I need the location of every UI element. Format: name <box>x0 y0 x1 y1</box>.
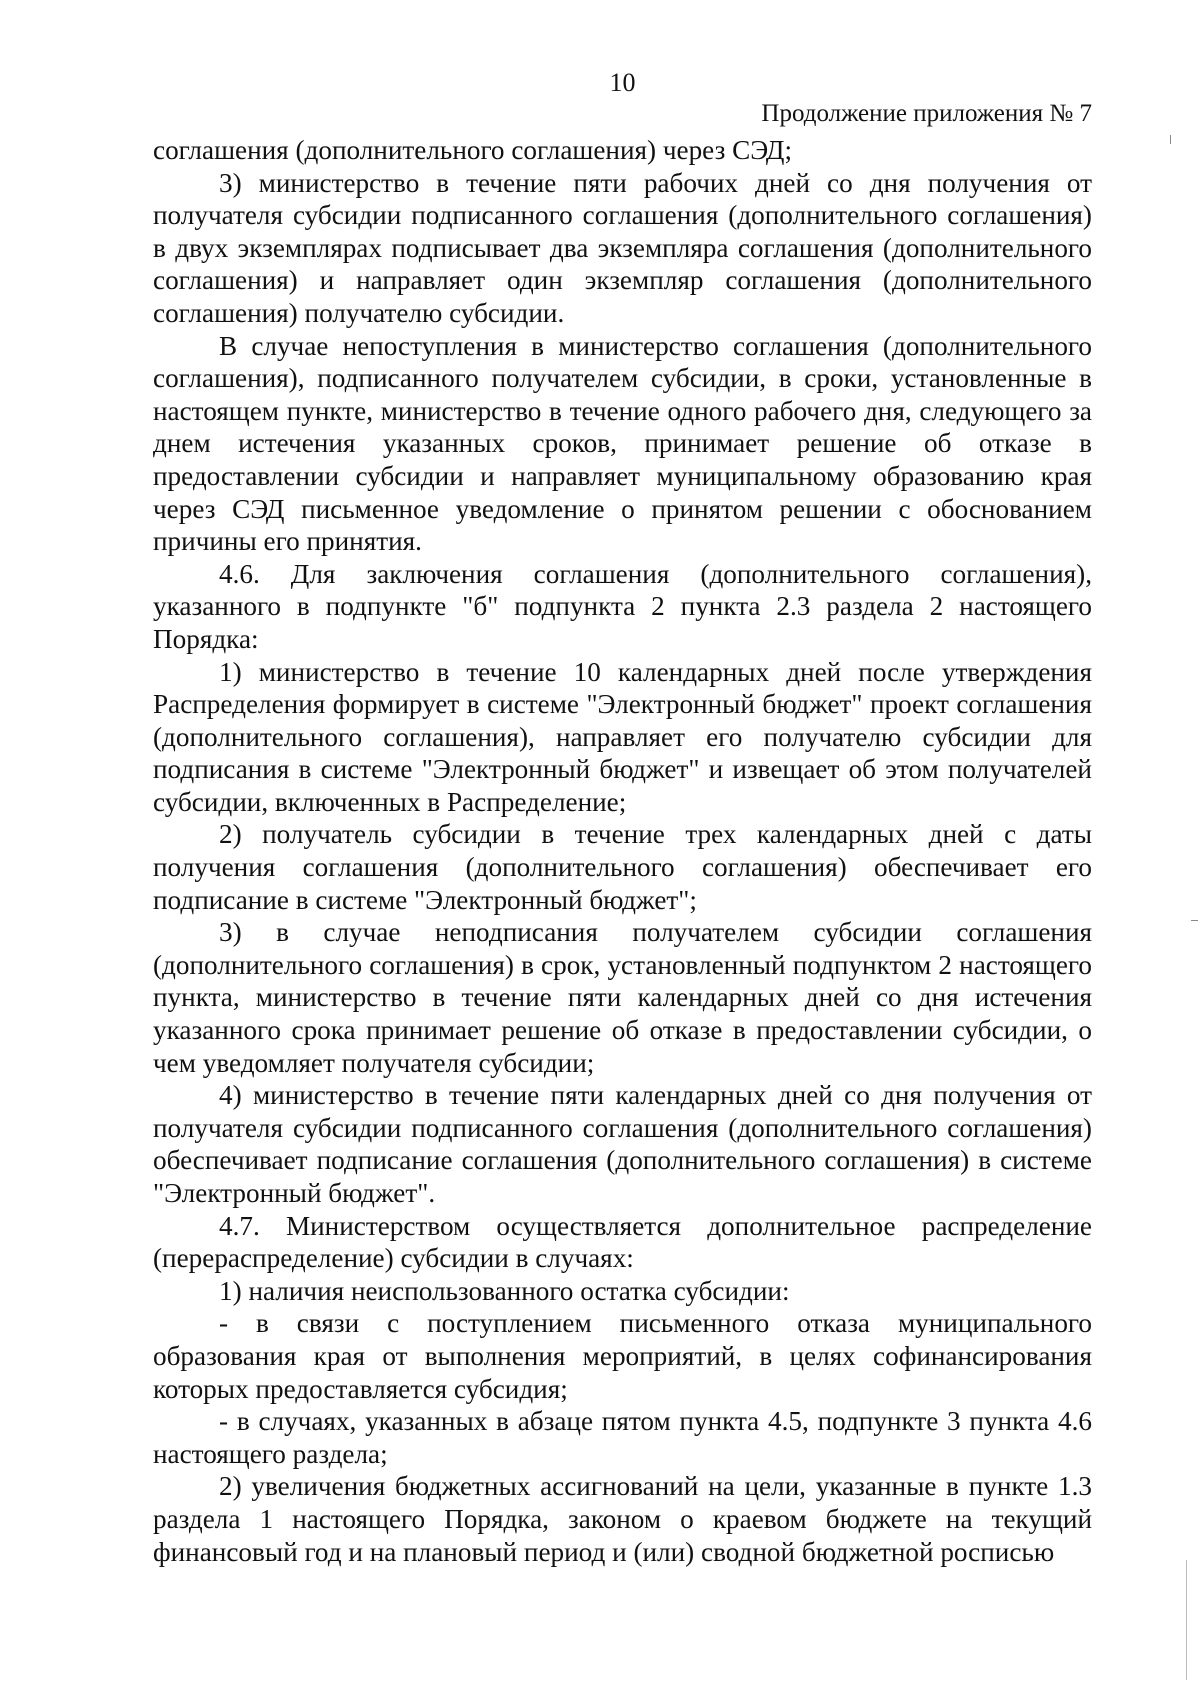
paragraph: 3) в случае неподписания получателем субсидии соглашения (дополнительного соглашения) в срок, установленный подпунктом 2 настоящего пункта, министерство в течение пяти календарных дней со дня истечения указанного срока принимает решение об отказе в предоставлении субсидии, о чем уведомляет получателя субсидии; <box>153 917 1092 1078</box>
scan-artifact <box>1186 1560 1187 1680</box>
paragraph: 4.6. Для заключения соглашения (дополнительного соглашения), указанного в подпункте "б" подпункта 2 пункта 2.3 раздела 2 настоящего Порядка: <box>153 558 1092 654</box>
scan-artifact <box>1170 135 1171 144</box>
paragraph: 1) министерство в течение 10 календарных дней после утверждения Распределения формирует в системе "Электронный бюджет" проект соглашения (дополнительного соглашения), направляет его получателю субсидии для подписания в системе "Электронный бюджет" и извещает об этом получателей субсидии, включенных в Распределение; <box>153 656 1092 817</box>
page-number: 10 <box>609 68 636 97</box>
paragraph: 2) получатель субсидии в течение трех календарных дней с даты получения соглашения (дополнительного соглашения) обеспечивает его подписание в системе "Электронный бюджет"; <box>153 819 1092 915</box>
paragraph: В случае непоступления в министерство соглашения (дополнительного соглашения), подписанного получателем субсидии, в сроки, установленные в настоящем пункте, министерство в течение одного рабочего дня, следующего за днем истечения указанных сроков, принимает решение об отказе в предоставлении субсидии и направляет муниципальному образованию края через СЭД письменное уведомление о принятом решении с обоснованием причины его принятия. <box>153 330 1092 557</box>
document-body <box>153 134 1092 1568</box>
paragraph: - в случаях, указанных в абзаце пятом пункта 4.5, подпункте 3 пункта 4.6 настоящего раздела; <box>153 1406 1092 1469</box>
paragraph: 1) наличия неиспользованного остатка субсидии: <box>219 1275 790 1306</box>
scan-artifact <box>1191 920 1198 921</box>
paragraph: 3) министерство в течение пяти рабочих дней со дня получения от получателя субсидии подписанного соглашения (дополнительного соглашения) в двух экземплярах подписывает два экземпляра соглашения (дополнительного соглашения) и направляет один экземпляр соглашения (дополнительного соглашения) получателю субсидии. <box>153 167 1092 328</box>
paragraph: 4.7. Министерством осуществляется дополнительное распределение (перераспределение) субсидии в случаях: <box>153 1210 1092 1274</box>
appendix-continuation-label: Продолжение приложения № 7 <box>761 100 1092 127</box>
paragraph: - в связи с поступлением письменного отказа муниципального образования края от выполнения мероприятий, в целях софинансирования которых предоставляется субсидия; <box>153 1308 1092 1404</box>
paragraph: соглашения (дополнительного соглашения) через СЭД; <box>153 135 793 165</box>
paragraph: 4) министерство в течение пяти календарных дней со дня получения от получателя субсидии подписанного соглашения (дополнительного соглашения) обеспечивает подписание соглашения (дополнительного соглашения) в системе "Электронный бюджет". <box>153 1080 1092 1208</box>
paragraph: 2) увеличения бюджетных ассигнований на цели, указанные в пункте 1.3 раздела 1 настоящего Порядка, законом о краевом бюджете на текущий финансовый год и на плановый период и (или) сводной бюджетной росписью <box>153 1471 1092 1567</box>
